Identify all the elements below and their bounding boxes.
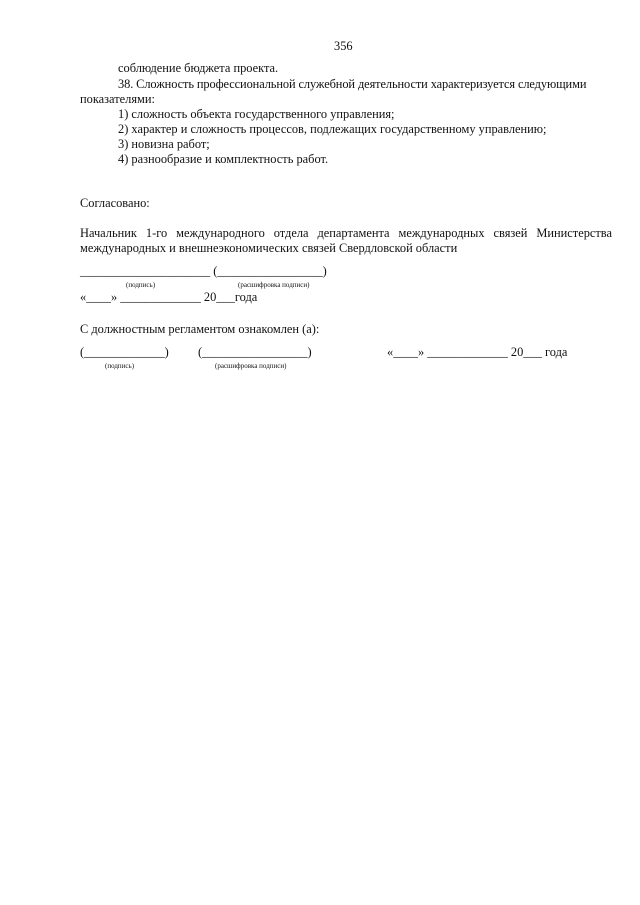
list-item: 3) новизна работ; — [118, 137, 210, 151]
list-item: 1) сложность объекта государственного управления; — [118, 107, 395, 121]
approval-heading: Согласовано: — [80, 196, 150, 210]
acquaintance-heading: С должностным регламентом ознакомлен (а): — [80, 322, 320, 336]
list-item: 2) характер и сложность процессов, подлежащих государственному управлению; — [118, 122, 547, 136]
item-38-line-2: показателями: — [80, 92, 155, 106]
approval-signature-caption: (подпись) — [126, 281, 156, 289]
approval-position-line-1: Начальник 1-го международного отдела департамента международных связей Министерства — [80, 226, 612, 240]
paragraph-line: соблюдение бюджета проекта. — [118, 61, 279, 75]
approval-position-line-2: международных и внешнеэкономических связей Свердловской области — [80, 241, 458, 255]
acquaintance-signature-field: (_____________) — [80, 345, 169, 359]
page-number: 356 — [334, 39, 353, 53]
approval-signature-line: _____________________ (_________________) — [80, 264, 327, 278]
list-item: 4) разнообразие и комплектность работ. — [118, 152, 329, 166]
acquaintance-decode-field: (_________________) — [198, 345, 312, 359]
approval-date-line: «____» _____________ 20___года — [80, 290, 258, 304]
acquaintance-date-field: «____» _____________ 20___ года — [387, 345, 568, 359]
acquaintance-decode-caption: (расшифровка подписи) — [215, 362, 287, 370]
acquaintance-signature-caption: (подпись) — [105, 362, 135, 370]
approval-decode-caption: (расшифровка подписи) — [238, 281, 310, 289]
item-38-line-1: 38. Сложность профессиональной служебной деятельности характеризуется следующими — [118, 77, 587, 91]
